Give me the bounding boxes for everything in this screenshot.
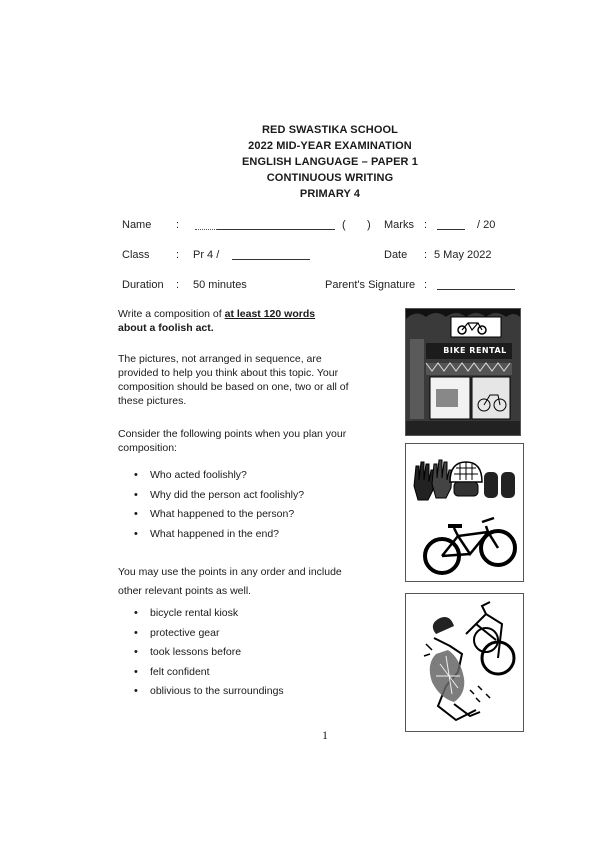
school-name: RED SWASTIKA SCHOOL: [262, 124, 398, 136]
paper-title: ENGLISH LANGUAGE – PAPER 1: [242, 156, 418, 168]
signature-label: Parent's Signature: [325, 279, 416, 291]
consider-points-intro: Consider the following points when you plan your composition:: [118, 428, 347, 454]
list-item: • Who acted foolishly?: [128, 468, 304, 488]
index-paren-open: (: [342, 219, 346, 231]
marks-colon: :: [424, 219, 428, 231]
exam-title: 2022 MID-YEAR EXAMINATION: [248, 140, 412, 152]
name-colon: :: [176, 219, 180, 231]
level-title: PRIMARY 4: [299, 188, 361, 200]
exam-header: [200, 122, 460, 202]
fall-illustration: [406, 594, 523, 731]
section-title: CONTINUOUS WRITING: [266, 172, 394, 184]
word-count-requirement: at least 120 words: [224, 308, 316, 320]
class-label: Class: [122, 249, 150, 261]
signature-field[interactable]: [437, 279, 515, 293]
name-label: Name: [122, 219, 152, 231]
protective-gear-picture: [405, 443, 524, 582]
bicycle-accident-picture: [405, 593, 524, 732]
list-item: • What happened to the person?: [128, 507, 304, 527]
bike-rental-kiosk-picture: [405, 308, 521, 436]
kiosk-sign: BIKE RENTAL: [443, 346, 507, 355]
marks-label: Marks: [384, 219, 414, 231]
index-paren-close: ): [367, 219, 371, 231]
composition-topic: foolish act: [158, 322, 211, 334]
list-item: • felt confident: [128, 665, 284, 685]
list-item: • oblivious to the surroundings: [128, 684, 284, 704]
list-item: • bicycle rental kiosk: [128, 606, 284, 626]
gear-and-bicycle-illustration: [406, 444, 523, 581]
list-item: • What happened in the end?: [128, 527, 304, 547]
date-value: 5 May 2022: [434, 249, 492, 261]
pictures-note: The pictures, not arranged in sequence, are provided to help you think about this topic. Your composition should be based on one, two or all of these pictures.: [118, 353, 349, 407]
class-value: Pr 4 /: [193, 249, 220, 261]
date-label: Date: [384, 249, 408, 261]
name-field[interactable]: [195, 219, 335, 233]
duration-value: 50 minutes: [193, 279, 247, 291]
duration-label: Duration: [122, 279, 164, 291]
composition-prompt: Write a composition of at least 120 words about a foolish act.: [118, 308, 316, 334]
list-item: • Why did the person act foolishly?: [128, 488, 304, 508]
marks-total: / 20: [477, 219, 496, 231]
points-order-note: You may use the points in any order and include other relevant points as well.: [118, 566, 342, 597]
guiding-questions: [128, 468, 304, 546]
helpful-words: [128, 606, 284, 704]
marks-field[interactable]: [437, 219, 465, 233]
page-number: 1: [322, 728, 328, 742]
duration-colon: :: [176, 279, 180, 291]
class-colon: :: [176, 249, 180, 261]
kiosk-illustration: [406, 309, 520, 435]
class-field[interactable]: [232, 249, 310, 263]
list-item: • took lessons before: [128, 645, 284, 665]
signature-colon: :: [424, 279, 428, 291]
date-colon: :: [424, 249, 428, 261]
list-item: • protective gear: [128, 626, 284, 646]
